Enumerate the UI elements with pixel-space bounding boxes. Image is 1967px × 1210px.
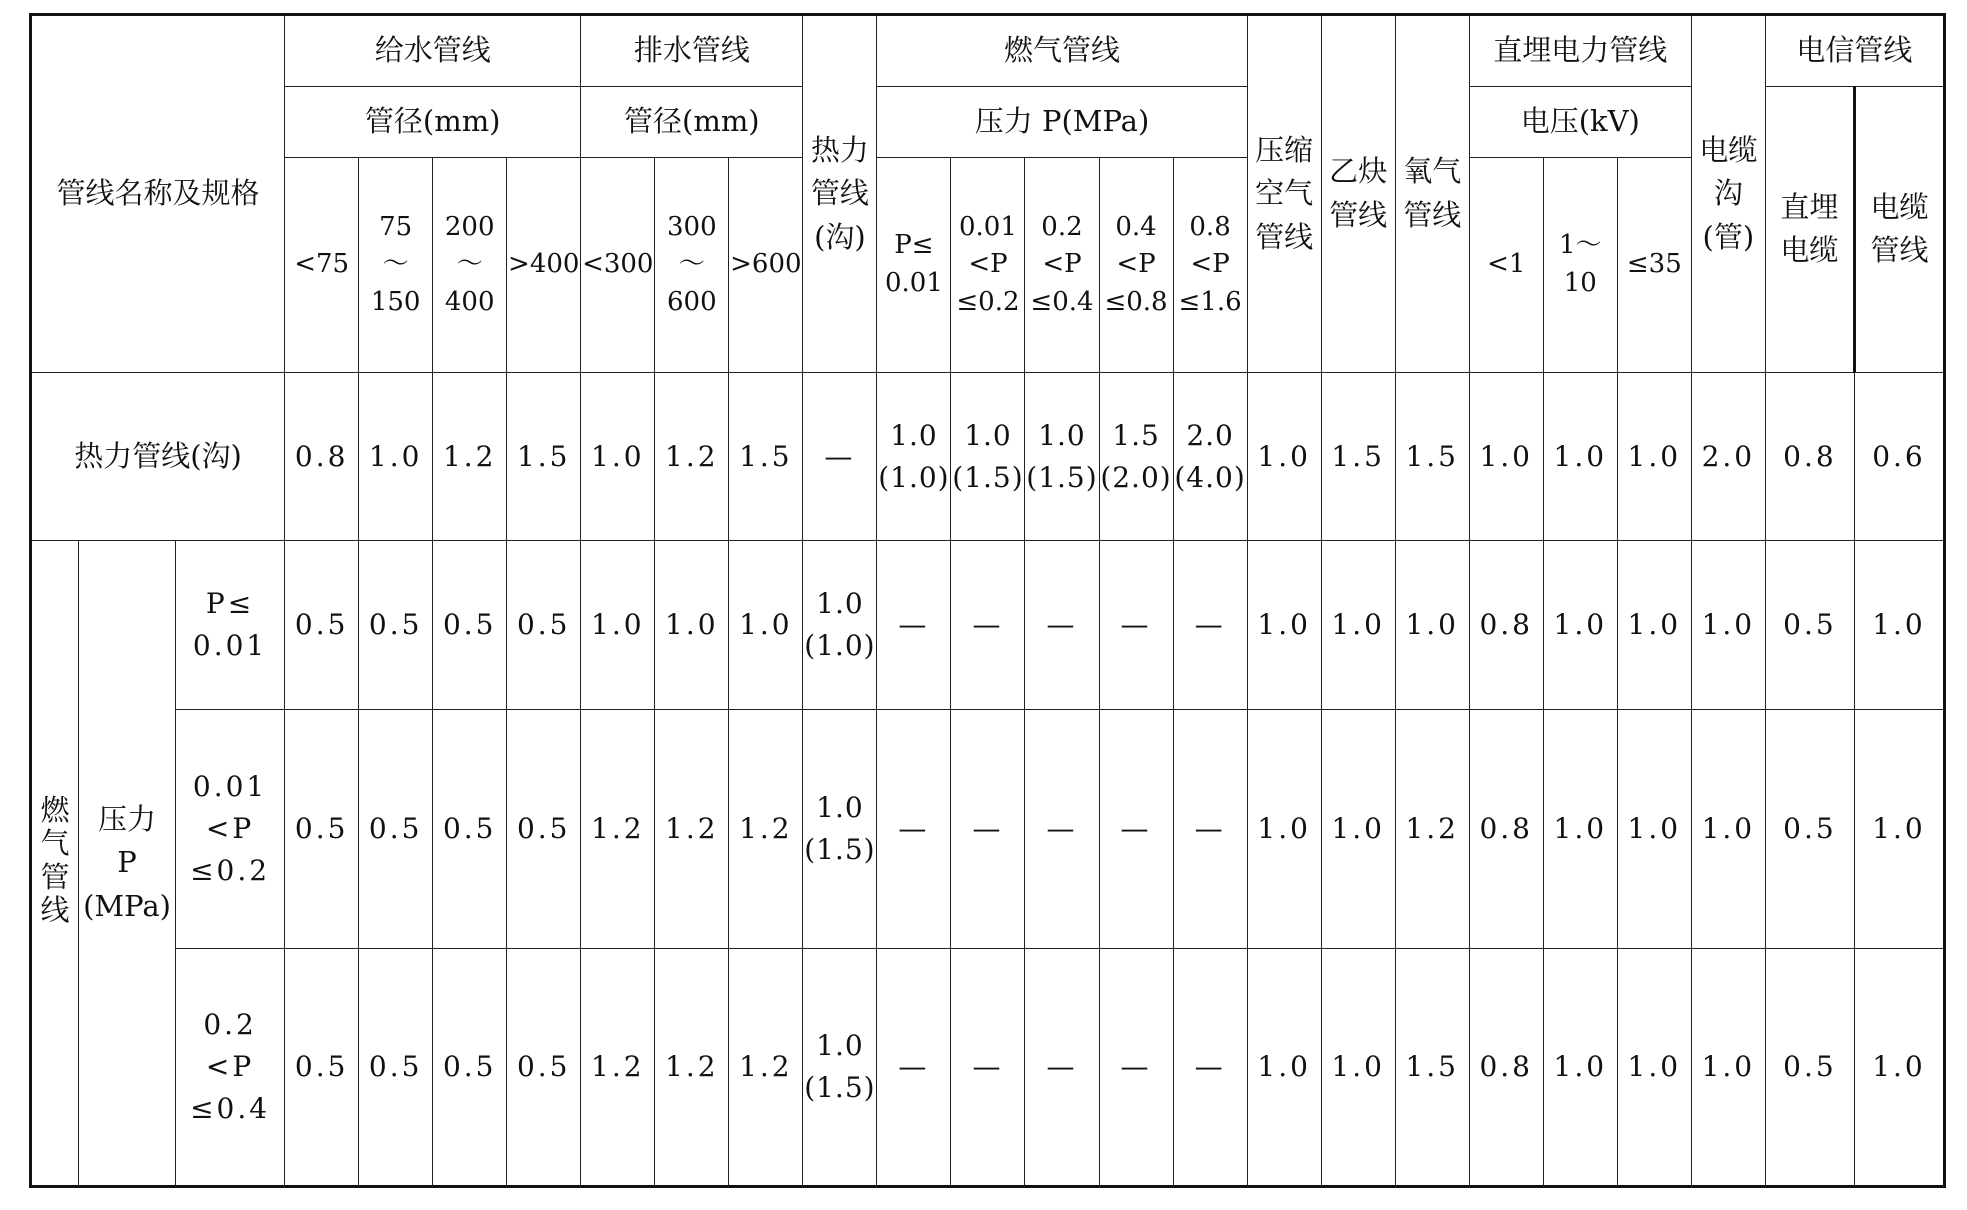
table-cell: 1.5: [729, 372, 803, 541]
header-compressed-air: 压缩 空气 管线: [1247, 15, 1321, 373]
table-cell: 1.0: [655, 541, 729, 710]
table-cell: 0.5: [285, 710, 359, 948]
header-ws-col: >400: [507, 158, 581, 372]
table-cell: 1.0: [1854, 710, 1944, 948]
table-cell: —: [877, 948, 951, 1186]
table-cell: 1.0: [1617, 710, 1691, 948]
table-cell: 1.0: [1247, 948, 1321, 1186]
table-cell: 1.0: [1617, 372, 1691, 541]
table-cell: 1.0: [359, 372, 433, 541]
header-dr-col: <300: [581, 158, 655, 372]
row-label-heat: 热力管线(沟): [31, 372, 285, 541]
spacing-table-container: [29, 13, 1946, 1188]
header-drainage: 排水管线: [581, 15, 803, 87]
row-label-gas: 0.2 <P ≤0.4: [176, 948, 285, 1186]
table-cell: 1.0: [1247, 541, 1321, 710]
table-cell: 0.5: [507, 541, 581, 710]
table-cell: 1.0: [1543, 372, 1617, 541]
row-group-gas: [31, 541, 79, 1187]
table-cell: —: [877, 541, 951, 710]
row-group-gas-pressure: 压力 P (MPa): [79, 541, 176, 1187]
header-name-spec: 管线名称及规格: [31, 15, 285, 373]
table-cell: 2.0: [1691, 372, 1765, 541]
table-cell: 1.5: [1395, 372, 1469, 541]
table-cell: 0.5: [1765, 948, 1854, 1186]
table-cell: 0.5: [285, 541, 359, 710]
table-cell: —: [877, 710, 951, 948]
header-power-col: 1～ 10: [1543, 158, 1617, 372]
header-gas-sub: 压力 P(MPa): [877, 86, 1247, 158]
table-cell: 1.2: [655, 948, 729, 1186]
header-acetylene: 乙炔 管线: [1321, 15, 1395, 373]
header-power-col: ≤35: [1617, 158, 1691, 372]
table-cell: 1.0: [581, 372, 655, 541]
table-cell: 1.0: [1543, 948, 1617, 1186]
header-cable-trench: 电缆 沟 (管): [1691, 15, 1765, 373]
header-ws-col: <75: [285, 158, 359, 372]
table-cell: 0.5: [507, 710, 581, 948]
table-cell: 1.0: [1321, 710, 1395, 948]
table-cell: 0.5: [1765, 541, 1854, 710]
header-dr-col: >600: [729, 158, 803, 372]
table-cell: 1.0: [1469, 372, 1543, 541]
table-cell: 1.5 (2.0): [1099, 372, 1173, 541]
table-row-gas: [31, 948, 1945, 1186]
table-cell: 1.0 (1.0): [803, 541, 877, 710]
table-cell: 1.0 (1.0): [877, 372, 951, 541]
table-cell: —: [951, 541, 1025, 710]
table-cell: 0.8: [1469, 710, 1543, 948]
table-cell: —: [951, 710, 1025, 948]
row-label-gas: 0.01 <P ≤0.2: [176, 710, 285, 948]
header-telecom-direct: 直埋 电缆: [1765, 86, 1854, 372]
header-gas-col: 0.8 <P ≤1.6: [1173, 158, 1247, 372]
header-ws-col: 75 ～ 150: [359, 158, 433, 372]
table-cell: 2.0 (4.0): [1173, 372, 1247, 541]
table-cell: 0.5: [507, 948, 581, 1186]
table-cell: 1.0 (1.5): [1025, 372, 1099, 541]
header-gas-col: P≤ 0.01: [877, 158, 951, 372]
table-cell: —: [1099, 948, 1173, 1186]
table-cell: 1.2: [729, 710, 803, 948]
table-cell: 1.0 (1.5): [803, 710, 877, 948]
header-telecom-conduit: 电缆 管线: [1854, 86, 1944, 372]
header-gas-col: 0.4 <P ≤0.8: [1099, 158, 1173, 372]
header-power-sub: 电压(kV): [1469, 86, 1691, 158]
table-cell: 0.8: [1469, 541, 1543, 710]
table-cell: 1.0: [1617, 541, 1691, 710]
table-cell: 1.5: [1321, 372, 1395, 541]
table-cell: 1.0: [1617, 948, 1691, 1186]
table-cell: 1.5: [507, 372, 581, 541]
table-row-gas: [31, 710, 1945, 948]
pipeline-spacing-table: [29, 13, 1946, 1188]
table-cell: 0.8: [285, 372, 359, 541]
table-row-gas: [31, 541, 1945, 710]
header-water-supply: 给水管线: [285, 15, 581, 87]
table-cell: —: [1025, 541, 1099, 710]
header-ws-col: 200 ～ 400: [433, 158, 507, 372]
header-gas-col: 0.01 <P ≤0.2: [951, 158, 1025, 372]
header-power: 直埋电力管线: [1469, 15, 1691, 87]
table-cell: —: [1099, 710, 1173, 948]
table-cell: 0.5: [359, 948, 433, 1186]
table-cell: 0.8: [1469, 948, 1543, 1186]
row-label-gas: P≤ 0.01: [176, 541, 285, 710]
table-cell: 1.0: [1691, 541, 1765, 710]
table-cell: —: [1025, 948, 1099, 1186]
table-cell: 1.0: [729, 541, 803, 710]
header-gas-pipeline: 燃气管线: [877, 15, 1247, 87]
table-cell: 0.5: [1765, 710, 1854, 948]
header-gas-col: 0.2 <P ≤0.4: [1025, 158, 1099, 372]
table-cell: 1.0 (1.5): [803, 948, 877, 1186]
header-oxygen: 氧气 管线: [1395, 15, 1469, 373]
table-cell: —: [951, 948, 1025, 1186]
table-cell: 0.5: [359, 710, 433, 948]
table-cell: 1.2: [433, 372, 507, 541]
table-cell: 1.2: [655, 710, 729, 948]
table-cell: 1.2: [581, 710, 655, 948]
table-cell: 0.5: [359, 541, 433, 710]
header-drainage-sub: 管径(mm): [581, 86, 803, 158]
header-telecom: 电信管线: [1765, 15, 1944, 87]
header-dr-col: 300 ～ 600: [655, 158, 729, 372]
table-cell: 0.6: [1854, 372, 1944, 541]
header-heat-pipeline: 热力 管线 (沟): [803, 15, 877, 373]
table-cell: 1.0: [1321, 541, 1395, 710]
table-cell: 1.0: [1691, 710, 1765, 948]
table-cell: —: [1099, 541, 1173, 710]
table-cell: 1.0: [1321, 948, 1395, 1186]
table-cell: —: [1173, 710, 1247, 948]
table-cell: 1.0 (1.5): [951, 372, 1025, 541]
table-cell: 1.2: [1395, 710, 1469, 948]
header-power-col: <1: [1469, 158, 1543, 372]
table-cell: 1.0: [1247, 710, 1321, 948]
table-cell: —: [803, 372, 877, 541]
table-cell: 1.0: [1543, 710, 1617, 948]
table-row-heat: [31, 372, 1945, 541]
table-cell: 1.0: [1395, 541, 1469, 710]
table-cell: 1.2: [581, 948, 655, 1186]
table-cell: 0.5: [285, 948, 359, 1186]
table-cell: 0.5: [433, 541, 507, 710]
table-cell: 1.2: [655, 372, 729, 541]
table-cell: —: [1173, 541, 1247, 710]
table-cell: 0.5: [433, 948, 507, 1186]
table-cell: 0.8: [1765, 372, 1854, 541]
table-cell: 1.2: [729, 948, 803, 1186]
table-cell: 1.0: [1691, 948, 1765, 1186]
table-cell: 1.0: [1543, 541, 1617, 710]
table-cell: 1.0: [581, 541, 655, 710]
header-water-supply-sub: 管径(mm): [285, 86, 581, 158]
table-cell: 1.0: [1854, 541, 1944, 710]
table-cell: 1.0: [1247, 372, 1321, 541]
table-cell: —: [1173, 948, 1247, 1186]
table-cell: 1.0: [1854, 948, 1944, 1186]
table-cell: 0.5: [433, 710, 507, 948]
table-cell: —: [1025, 710, 1099, 948]
row-group-gas-label: 燃气管线: [40, 792, 70, 927]
table-cell: 1.5: [1395, 948, 1469, 1186]
